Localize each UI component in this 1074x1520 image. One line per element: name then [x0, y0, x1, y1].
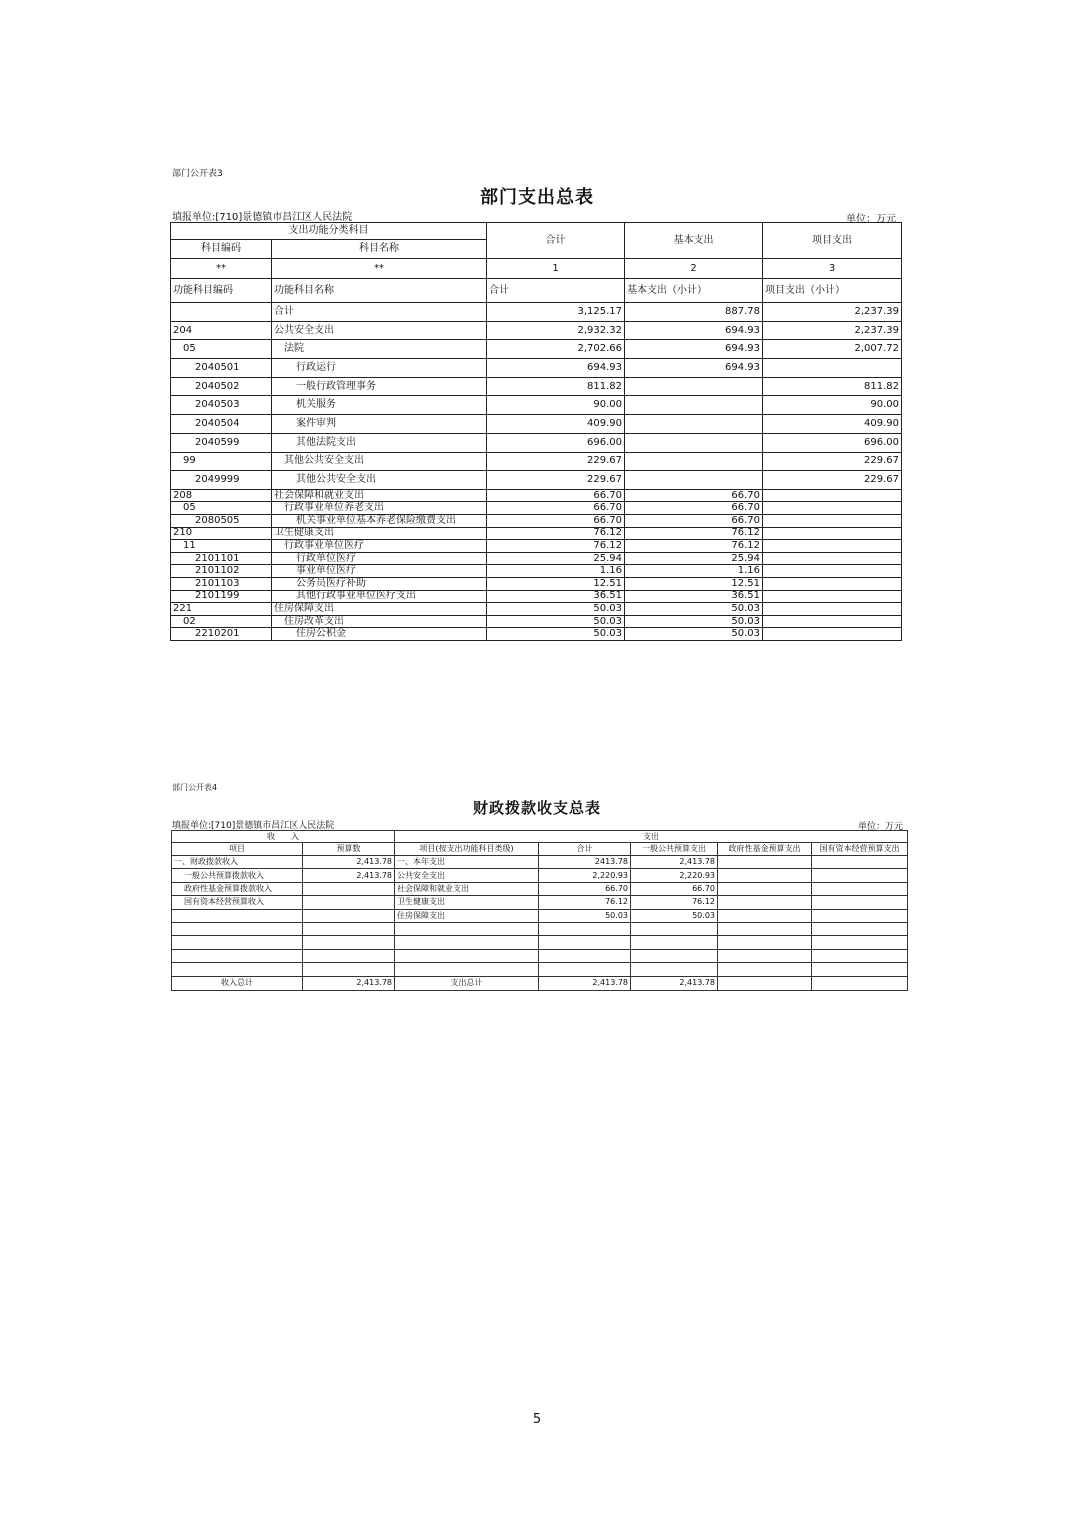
cell-code: 2040504 — [171, 415, 272, 434]
cell-basic: 50.03 — [625, 615, 763, 628]
cell — [172, 963, 303, 976]
cell-code: 2101101 — [171, 552, 272, 565]
cell-total: 66.70 — [487, 502, 625, 515]
table-row — [171, 502, 902, 515]
table2-title: 财政拨款收支总表 — [472, 799, 601, 817]
table1-unit-org: 填报单位:[710]景德镇市昌江区人民法院 — [172, 212, 353, 223]
cell-basic — [625, 377, 763, 396]
cell — [395, 963, 539, 976]
cell — [303, 963, 395, 976]
cell: 政府性基金预算拨款收入 — [172, 882, 303, 895]
cell-basic: 887.78 — [625, 303, 763, 322]
cell: 76.12 — [631, 896, 718, 909]
cell-basic: 50.03 — [625, 628, 763, 641]
cell-basic — [625, 415, 763, 434]
total-cell: 2,413.78 — [539, 976, 631, 990]
cell-basic: 12.51 — [625, 578, 763, 591]
total-cell: 支出总计 — [395, 976, 539, 990]
cell — [631, 936, 718, 949]
cell-name: 卫生健康支出 — [272, 527, 487, 540]
cell-project: 409.90 — [763, 415, 902, 434]
cell-basic — [625, 433, 763, 452]
cell — [718, 922, 812, 935]
cell — [395, 922, 539, 935]
cell-code: 208 — [171, 489, 272, 502]
table1-title: 部门支出总表 — [480, 187, 594, 208]
table1-unit-label: 单位：万元 — [846, 214, 896, 225]
cell-name: 行政运行 — [272, 359, 487, 378]
cell-total: 2,932.32 — [487, 321, 625, 340]
cell-total: 229.67 — [487, 471, 625, 490]
cell: 住房保障支出 — [395, 909, 539, 922]
table-row — [171, 303, 902, 322]
total-cell — [718, 976, 812, 990]
table-row — [171, 603, 902, 616]
table-row — [171, 628, 902, 641]
cell — [303, 909, 395, 922]
cell — [395, 949, 539, 962]
cell-project — [763, 489, 902, 502]
cell-project: 811.82 — [763, 377, 902, 396]
cell-basic: 76.12 — [625, 540, 763, 553]
cell-total: 696.00 — [487, 433, 625, 452]
table-row — [171, 377, 902, 396]
cell-basic: 66.70 — [625, 489, 763, 502]
cell-project — [763, 552, 902, 565]
cell: 一、本年支出 — [395, 856, 539, 869]
cell — [812, 922, 908, 935]
table-row — [171, 515, 902, 528]
header-group: 支出功能分类科目 — [171, 223, 487, 240]
index-cell: 3 — [763, 259, 902, 279]
column-header: 政府性基金预算支出 — [718, 843, 812, 856]
cell-total: 66.70 — [487, 489, 625, 502]
cell-project: 2,237.39 — [763, 303, 902, 322]
cell-project — [763, 527, 902, 540]
cell: 50.03 — [631, 909, 718, 922]
cell-basic: 50.03 — [625, 603, 763, 616]
cell-code: 05 — [171, 502, 272, 515]
cell-name: 事业单位医疗 — [272, 565, 487, 578]
header-expense: 支出 — [395, 831, 908, 843]
table-row — [171, 471, 902, 490]
cell-total: 36.51 — [487, 590, 625, 603]
table2-unit-label: 单位：万元 — [858, 822, 904, 832]
cell-total: 90.00 — [487, 396, 625, 415]
expenditure-summary-table — [170, 222, 902, 641]
cell-project — [763, 603, 902, 616]
table-row — [171, 340, 902, 359]
cell — [718, 949, 812, 962]
cell: 50.03 — [539, 909, 631, 922]
cell: 国有资本经营预算收入 — [172, 896, 303, 909]
index-cell: ** — [272, 259, 487, 279]
index-cell: 2 — [625, 259, 763, 279]
table2-body — [172, 856, 908, 977]
cell — [172, 936, 303, 949]
cell-name: 法院 — [272, 340, 487, 359]
column-header: 合计 — [539, 843, 631, 856]
table-row — [171, 578, 902, 591]
cell: 2,220.93 — [631, 869, 718, 882]
cell: 一、财政拨款收入 — [172, 856, 303, 869]
cell-name: 合计 — [272, 303, 487, 322]
cell-code: 2049999 — [171, 471, 272, 490]
cell: 公共安全支出 — [395, 869, 539, 882]
cell — [631, 949, 718, 962]
cell-project: 2,237.39 — [763, 321, 902, 340]
cell-project: 229.67 — [763, 452, 902, 471]
index-cell: ** — [171, 259, 272, 279]
column-header: 项目 — [172, 843, 303, 856]
cell-name: 行政事业单位医疗 — [272, 540, 487, 553]
total-cell: 2,413.78 — [631, 976, 718, 990]
table-row — [172, 896, 908, 909]
total-cell — [812, 976, 908, 990]
table-row — [171, 552, 902, 565]
cell-basic: 66.70 — [625, 502, 763, 515]
fiscal-appropriation-table — [171, 830, 908, 991]
cell-code: 2040502 — [171, 377, 272, 396]
cell-total: 1.16 — [487, 565, 625, 578]
cell-total: 229.67 — [487, 452, 625, 471]
cell — [812, 882, 908, 895]
header-basic: 基本支出 — [625, 223, 763, 259]
table-row — [171, 433, 902, 452]
cell-name: 其他法院支出 — [272, 433, 487, 452]
table-row — [171, 540, 902, 553]
cell-total: 694.93 — [487, 359, 625, 378]
cell — [539, 922, 631, 935]
table-row — [172, 869, 908, 882]
cell-project — [763, 615, 902, 628]
cell — [718, 936, 812, 949]
cell-basic: 694.93 — [625, 340, 763, 359]
total-cell: 2,413.78 — [303, 976, 395, 990]
cell: 社会保障和就业支出 — [395, 882, 539, 895]
cell — [812, 963, 908, 976]
cell-code: 2210201 — [171, 628, 272, 641]
cell — [812, 936, 908, 949]
subheader-cell: 项目支出（小计） — [763, 279, 902, 303]
cell: 76.12 — [539, 896, 631, 909]
cell-code: 2040503 — [171, 396, 272, 415]
subheader-cell: 基本支出（小计） — [625, 279, 763, 303]
cell-name: 行政事业单位养老支出 — [272, 502, 487, 515]
cell — [539, 963, 631, 976]
cell-code: 02 — [171, 615, 272, 628]
table-row — [172, 909, 908, 922]
cell-code: 2040501 — [171, 359, 272, 378]
cell: 66.70 — [631, 882, 718, 895]
column-header: 预算数 — [303, 843, 395, 856]
cell — [395, 936, 539, 949]
cell-project — [763, 590, 902, 603]
cell-code: 204 — [171, 321, 272, 340]
cell-total: 50.03 — [487, 603, 625, 616]
total-cell: 收入总计 — [172, 976, 303, 990]
cell-basic: 66.70 — [625, 515, 763, 528]
cell-code: 11 — [171, 540, 272, 553]
cell-total: 409.90 — [487, 415, 625, 434]
table2-unit-org: 填报单位:[710]景德镇市昌江区人民法院 — [172, 821, 335, 831]
cell-project: 696.00 — [763, 433, 902, 452]
cell-name: 公务员医疗补助 — [272, 578, 487, 591]
cell-total: 3,125.17 — [487, 303, 625, 322]
cell-basic: 694.93 — [625, 321, 763, 340]
cell — [539, 936, 631, 949]
cell-total: 811.82 — [487, 377, 625, 396]
table-row — [171, 489, 902, 502]
cell-total: 66.70 — [487, 515, 625, 528]
cell-name: 其他行政事业单位医疗支出 — [272, 590, 487, 603]
cell-total: 76.12 — [487, 540, 625, 553]
table-row — [172, 949, 908, 962]
cell-total: 2,702.66 — [487, 340, 625, 359]
cell-name: 其他公共安全支出 — [272, 471, 487, 490]
cell-basic: 76.12 — [625, 527, 763, 540]
table-row — [171, 565, 902, 578]
cell-name: 案件审判 — [272, 415, 487, 434]
cell — [812, 896, 908, 909]
table-row — [171, 415, 902, 434]
cell-project: 229.67 — [763, 471, 902, 490]
cell — [631, 963, 718, 976]
cell: 66.70 — [539, 882, 631, 895]
cell-total: 12.51 — [487, 578, 625, 591]
cell: 2,413.78 — [303, 856, 395, 869]
table1-tag: 部门公开表3 — [172, 169, 223, 179]
cell-project: 2,007.72 — [763, 340, 902, 359]
cell: 2,220.93 — [539, 869, 631, 882]
cell-name: 社会保障和就业支出 — [272, 489, 487, 502]
column-header: 一般公共预算支出 — [631, 843, 718, 856]
cell-basic: 1.16 — [625, 565, 763, 578]
cell-name: 住房公积金 — [272, 628, 487, 641]
cell-total: 50.03 — [487, 628, 625, 641]
cell-code: 2040599 — [171, 433, 272, 452]
table-row — [171, 527, 902, 540]
table-row — [171, 590, 902, 603]
cell — [303, 949, 395, 962]
cell-project — [763, 540, 902, 553]
table-row — [171, 321, 902, 340]
header-project: 项目支出 — [763, 223, 902, 259]
cell-basic: 36.51 — [625, 590, 763, 603]
cell — [303, 882, 395, 895]
cell-project — [763, 502, 902, 515]
cell — [172, 949, 303, 962]
cell-code — [171, 303, 272, 322]
cell-code: 221 — [171, 603, 272, 616]
cell — [172, 909, 303, 922]
cell-code: 2101199 — [171, 590, 272, 603]
cell — [718, 909, 812, 922]
cell — [303, 922, 395, 935]
cell-name: 一般行政管理事务 — [272, 377, 487, 396]
cell-project — [763, 359, 902, 378]
cell-name: 公共安全支出 — [272, 321, 487, 340]
table-row — [172, 963, 908, 976]
cell-total: 76.12 — [487, 527, 625, 540]
table-row — [171, 396, 902, 415]
cell-basic: 694.93 — [625, 359, 763, 378]
cell-name: 行政单位医疗 — [272, 552, 487, 565]
cell-name: 机关服务 — [272, 396, 487, 415]
table-row — [172, 922, 908, 935]
cell — [812, 869, 908, 882]
cell-basic — [625, 396, 763, 415]
table2-tag: 部门公开表4 — [172, 783, 218, 792]
index-cell: 1 — [487, 259, 625, 279]
header-total: 合计 — [487, 223, 625, 259]
table-row — [171, 615, 902, 628]
page-number: 5 — [532, 1412, 542, 1427]
header-name: 科目名称 — [272, 240, 487, 259]
cell-basic — [625, 471, 763, 490]
cell — [303, 896, 395, 909]
cell: 卫生健康支出 — [395, 896, 539, 909]
cell — [718, 869, 812, 882]
cell — [718, 963, 812, 976]
cell-total: 25.94 — [487, 552, 625, 565]
cell-basic — [625, 452, 763, 471]
cell-project — [763, 515, 902, 528]
column-header: 国有资本经营预算支出 — [812, 843, 908, 856]
cell-code: 2101103 — [171, 578, 272, 591]
table-row — [172, 856, 908, 869]
subheader-cell: 合计 — [487, 279, 625, 303]
table-row — [172, 936, 908, 949]
cell — [172, 922, 303, 935]
cell: 2413.78 — [539, 856, 631, 869]
cell-code: 2080505 — [171, 515, 272, 528]
cell: 2,413.78 — [631, 856, 718, 869]
column-header: 项目(按支出功能科目类级) — [395, 843, 539, 856]
cell — [303, 936, 395, 949]
subheader-cell: 功能科目编码 — [171, 279, 272, 303]
subheader-cell: 功能科目名称 — [272, 279, 487, 303]
header-code: 科目编码 — [171, 240, 272, 259]
cell-code: 99 — [171, 452, 272, 471]
cell-name: 机关事业单位基本养老保险缴费支出 — [272, 515, 487, 528]
cell — [812, 949, 908, 962]
table1-body — [171, 303, 902, 641]
table-row — [172, 882, 908, 895]
cell-project: 90.00 — [763, 396, 902, 415]
cell — [718, 856, 812, 869]
cell — [718, 882, 812, 895]
cell-total: 50.03 — [487, 615, 625, 628]
cell-code: 05 — [171, 340, 272, 359]
cell-project — [763, 628, 902, 641]
cell-name: 住房保障支出 — [272, 603, 487, 616]
cell — [539, 949, 631, 962]
cell — [812, 856, 908, 869]
cell-code: 210 — [171, 527, 272, 540]
cell-project — [763, 578, 902, 591]
table-row — [171, 359, 902, 378]
cell-project — [763, 565, 902, 578]
cell-code: 2101102 — [171, 565, 272, 578]
table-row — [171, 452, 902, 471]
cell — [631, 922, 718, 935]
cell: 2,413.78 — [303, 869, 395, 882]
cell-name: 其他公共安全支出 — [272, 452, 487, 471]
cell-basic: 25.94 — [625, 552, 763, 565]
cell-name: 住房改革支出 — [272, 615, 487, 628]
header-income: 收 入 — [172, 831, 395, 843]
cell — [718, 896, 812, 909]
cell: 一般公共预算拨款收入 — [172, 869, 303, 882]
cell — [812, 909, 908, 922]
